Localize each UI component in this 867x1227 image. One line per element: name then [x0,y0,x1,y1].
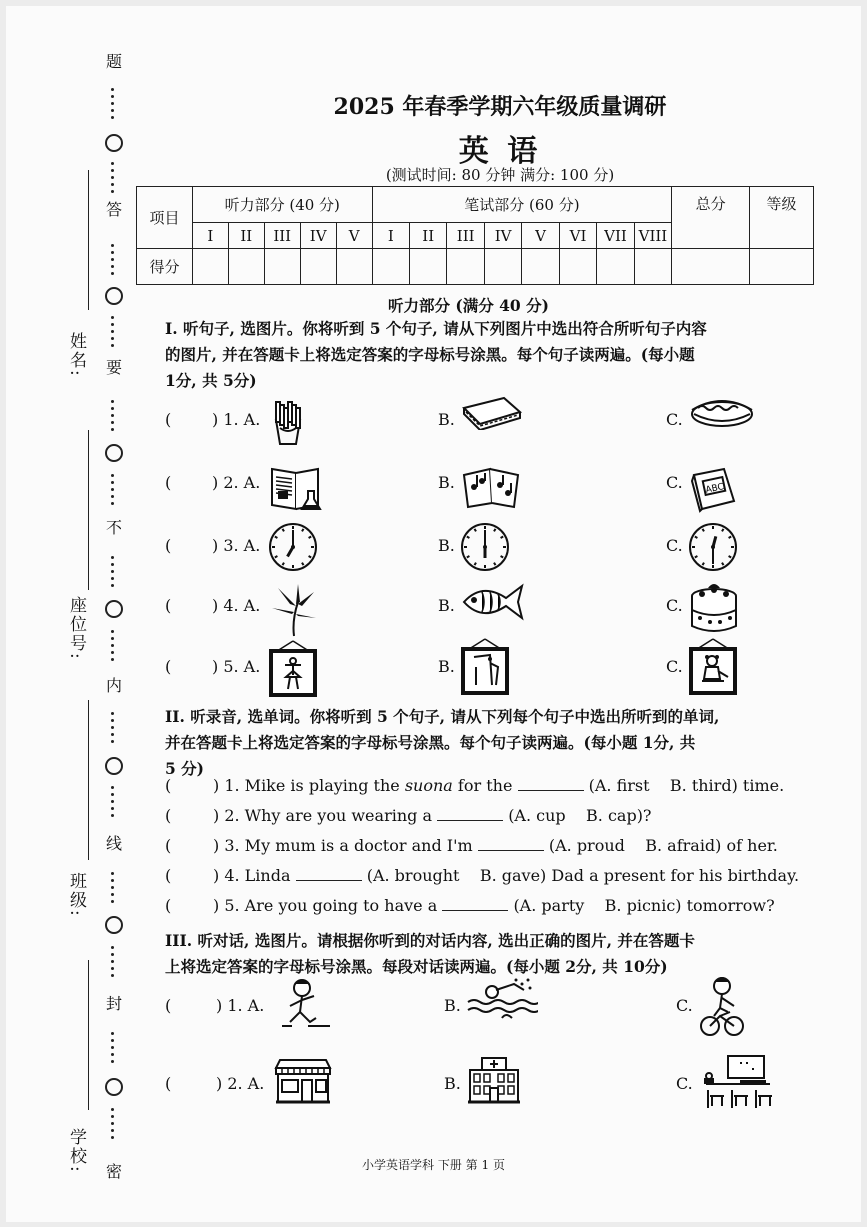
score-column-header: V [522,223,559,249]
option-b-label: B. [438,473,455,492]
score-cell[interactable] [559,249,596,285]
score-cell[interactable] [336,249,372,285]
option-b: B. afraid) of her. [645,836,778,855]
total-score-cell[interactable] [672,249,750,285]
section3-instruction-line1: III. 听对话, 选图片。请根据你听到的对话内容, 选出正确的图片, 并在答题卡 [165,931,695,950]
question-stem: ) 5. Are you going to have a [213,896,438,915]
item-header: 项目 [137,187,193,249]
score-cell[interactable] [192,249,228,285]
score-table [136,186,814,285]
option-b: B. cap)? [586,806,652,825]
answer-blank[interactable] [296,866,362,881]
word-question-row [165,896,775,915]
question-stem: ) 3. My mum is a doctor and I'm [213,836,473,855]
seal-circle-icon [105,287,123,305]
word-question-row [165,866,799,885]
seal-char: 答 [105,200,122,219]
emphasized-word: suona [404,776,453,795]
page-footer: 小学英语学科 下册 第 1 页 [362,1158,505,1172]
classroom-icon[interactable] [700,1054,776,1118]
writing-header: 笔试部分 (60 分) [372,187,672,223]
score-cell[interactable] [300,249,336,285]
score-column-header: III [447,223,484,249]
music-book-icon[interactable] [460,465,522,513]
seal-char: 题 [105,52,122,71]
seat-label: 座位号: [66,596,86,661]
seal-char: 不 [105,518,122,537]
seal-char: 封 [105,994,122,1013]
word-question-row [165,806,652,825]
option-b-label: B. [438,596,455,615]
grade-cell[interactable] [750,249,814,285]
section2-instruction-line2: 并在答题卡上将选定答案的字母标号涂黑。每个句子读两遍。(每小题 1分, 共 [165,733,696,752]
question-number: ) 4. A. [212,596,261,615]
option-b-label: B. [438,410,455,429]
score-column-header: I [192,223,228,249]
science-book-icon[interactable] [268,465,324,517]
name-label: 姓名: [66,332,86,378]
score-column-header: VI [559,223,596,249]
option-a: (A. brought [366,866,460,885]
section1-instruction-line1: I. 听句子, 选图片。你将听到 5 个句子, 请从下列图片中选出符合所听句子内容 [165,319,707,338]
school-underline [88,960,89,1110]
artist-picture-icon[interactable] [688,637,738,699]
score-cell[interactable] [597,249,634,285]
clock-twelve-icon[interactable] [688,522,738,576]
option-b: B. gave) Dad a present for his birthday. [479,866,800,885]
score-cell[interactable] [484,249,521,285]
answer-blank[interactable] [518,776,584,791]
question-number: ) 5. A. [212,657,261,676]
hospital-icon[interactable] [466,1054,522,1110]
answer-paren[interactable]: ( [165,996,172,1015]
question-stem-cont: for the [457,776,513,795]
score-cell[interactable] [634,249,671,285]
score-row-label: 得分 [137,249,193,285]
grade-header: 等级 [750,187,814,249]
question-number: ) 3. A. [212,536,261,555]
question-number: ) 1. A. [212,410,261,429]
option-c-label: C. [666,410,683,429]
answer-paren[interactable]: ( [165,896,172,915]
plant-icon[interactable] [268,582,318,642]
score-cell[interactable] [522,249,559,285]
svg-text:ABC: ABC [704,482,725,496]
score-cell[interactable] [228,249,264,285]
score-column-header: II [228,223,264,249]
score-column-header: III [264,223,300,249]
seal-circle-icon [105,757,123,775]
seat-underline [88,430,89,590]
cake-icon[interactable] [688,580,740,638]
swimming-icon[interactable] [466,976,538,1024]
option-c-label: C. [666,536,683,555]
answer-paren[interactable]: ( [165,836,172,855]
question-number: ) 1. A. [216,996,265,1015]
word-question-row [165,776,784,795]
fish-icon[interactable] [460,580,526,628]
clock-six-icon[interactable] [460,522,510,576]
word-question-row [165,836,778,855]
option-b-label: B. [438,536,455,555]
answer-paren[interactable]: ( [165,657,172,676]
option-a: (A. cup [508,806,566,825]
option-a: (A. first [588,776,650,795]
option-b-label: B. [444,1074,461,1093]
sandwich-icon[interactable] [460,394,524,434]
answer-blank[interactable] [437,806,503,821]
answer-paren[interactable]: ( [165,776,172,795]
answer-paren[interactable]: ( [165,410,172,429]
option-a: (A. proud [548,836,625,855]
class-underline [88,700,89,860]
option-b: B. picnic) tomorrow? [604,896,775,915]
listening-section-title: 听力部分 (满分 40 分) [388,296,549,315]
cycling-boy-icon[interactable] [700,976,744,1042]
option-c-label: C. [666,473,683,492]
option-c-label: C. [676,1074,693,1093]
seal-char: 线 [105,834,122,853]
option-a: (A. party [513,896,585,915]
exam-info: (测试时间: 80 分钟 满分: 100 分) [385,166,615,184]
seal-circle-icon [105,916,123,934]
name-underline [88,170,89,310]
answer-blank[interactable] [478,836,544,851]
clock-seven-icon[interactable] [268,522,318,576]
score-column-header: VII [597,223,634,249]
chinese-painting-icon[interactable] [460,637,510,699]
question-stem: ) 1. Mike is playing the [213,776,400,795]
score-column-header: VIII [634,223,671,249]
total-header: 总分 [672,187,750,249]
shop-icon[interactable] [272,1056,334,1108]
answer-paren[interactable]: ( [165,1074,172,1093]
exam-title: 2025 年春季学期六年级质量调研 [333,94,667,120]
score-column-header: IV [484,223,521,249]
seal-char: 内 [105,676,122,695]
answer-paren[interactable]: ( [165,473,172,492]
score-column-header: IV [300,223,336,249]
answer-paren[interactable]: ( [165,806,172,825]
fries-icon[interactable] [268,398,308,450]
abc-book-icon[interactable] [688,465,738,517]
seal-char: 要 [105,358,122,377]
question-number: ) 2. A. [212,473,261,492]
option-c-label: C. [666,657,683,676]
option-b: B. third) time. [669,776,785,795]
score-cell[interactable] [372,249,409,285]
school-label: 学校: [66,1128,86,1174]
question-stem: ) 2. Why are you wearing a [213,806,432,825]
option-c-label: C. [666,596,683,615]
section1-instruction-line2: 的图片, 并在答题卡上将选定答案的字母标号涂黑。每个句子读两遍。(每小题 [165,345,695,364]
score-cell[interactable] [264,249,300,285]
option-c-label: C. [676,996,693,1015]
section2-instruction-line3: 5 分) [165,759,205,778]
section3-instruction-line2: 上将选定答案的字母标号涂黑。每段对话读两遍。(每小题 2分, 共 10分) [165,957,668,976]
seal-circle-icon [105,444,123,462]
answer-paren[interactable]: ( [165,536,172,555]
seal-circle-icon [105,600,123,618]
section2-instruction-line1: II. 听录音, 选单词。你将听到 5 个句子, 请从下列每个句子中选出所听到的单词, [165,707,720,726]
hotdog-icon[interactable] [688,394,756,434]
option-b-label: B. [438,657,455,676]
listening-header: 听力部分 (40 分) [192,187,372,223]
subject-title: 英 语 [458,134,542,169]
seal-circle-icon [105,1078,123,1096]
score-column-header: V [336,223,372,249]
answer-blank[interactable] [442,896,508,911]
question-stem: ) 4. Linda [213,866,291,885]
score-column-header: I [372,223,409,249]
answer-paren[interactable]: ( [165,596,172,615]
option-b-label: B. [444,996,461,1015]
score-cell[interactable] [410,249,447,285]
answer-paren[interactable]: ( [165,866,172,885]
score-cell[interactable] [447,249,484,285]
running-boy-icon[interactable] [272,978,332,1038]
score-column-header: II [410,223,447,249]
seal-circle-icon [105,134,123,152]
section1-instruction-line3: 1分, 共 5分) [165,371,257,390]
class-label: 班级: [66,872,86,918]
question-number: ) 2. A. [216,1074,265,1093]
seal-char: 密 [105,1162,122,1181]
ballet-picture-icon[interactable] [268,639,318,701]
